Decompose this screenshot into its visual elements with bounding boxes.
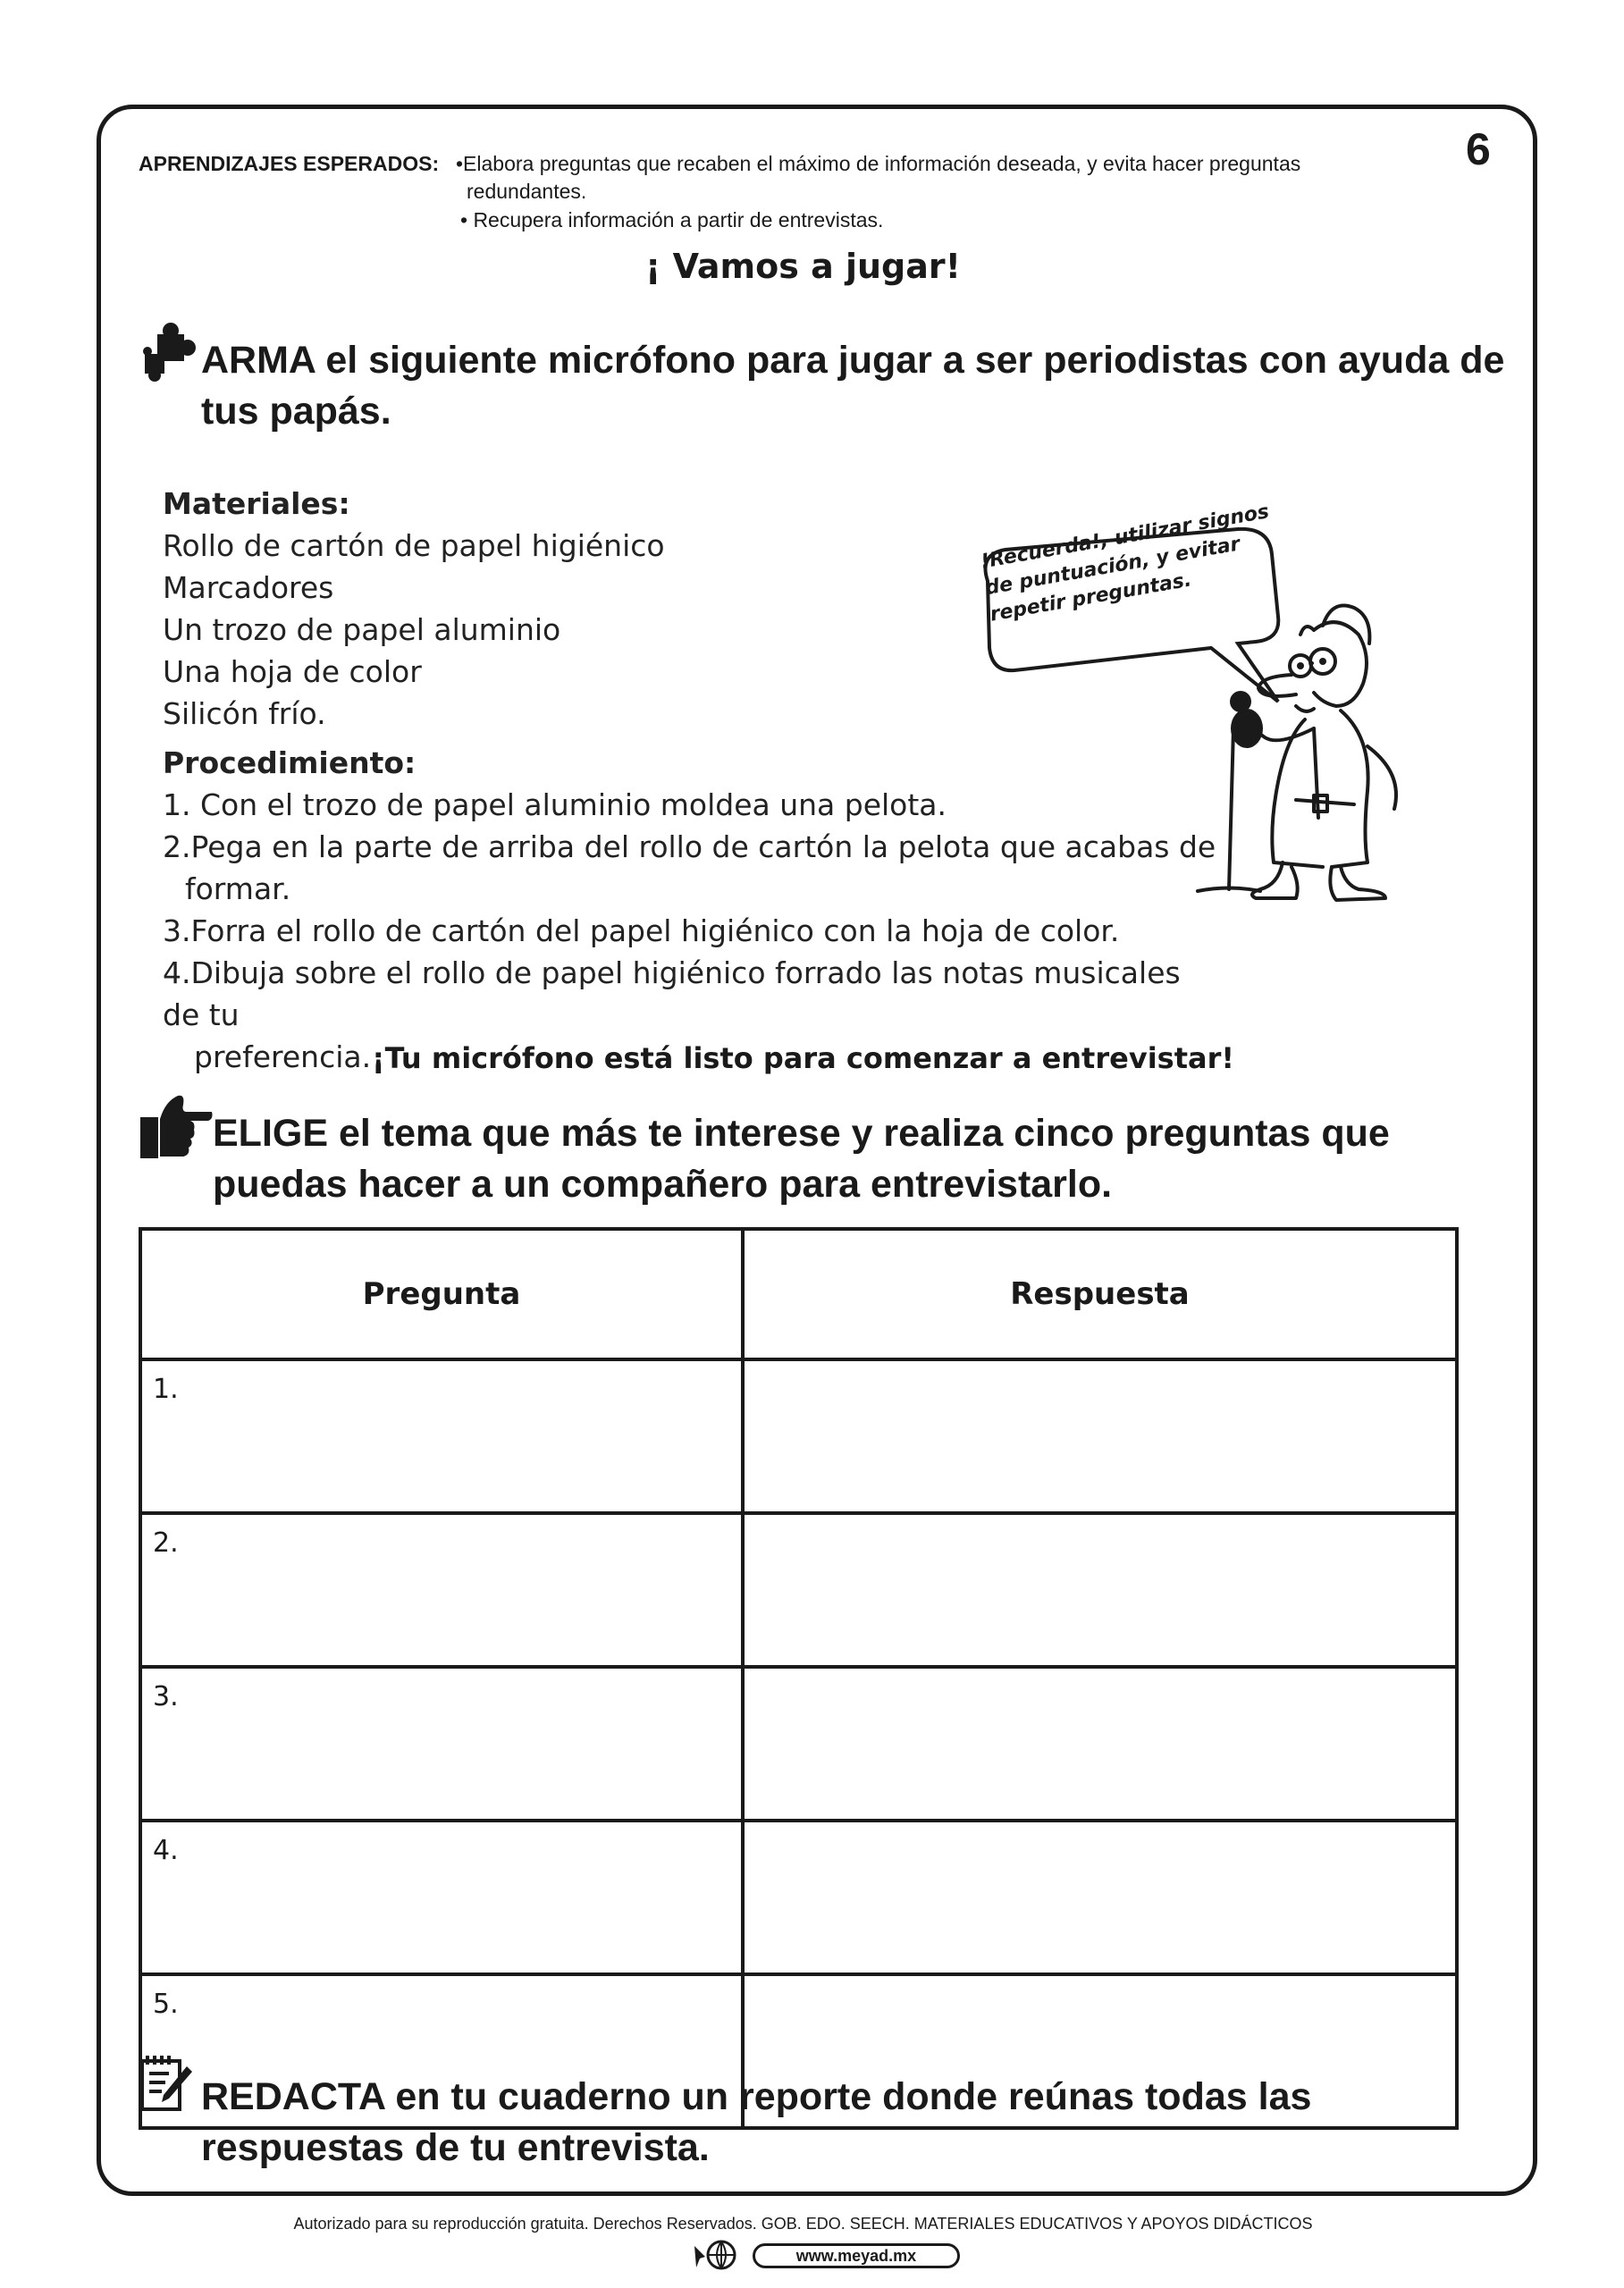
section-subtitle	[0, 247, 1624, 286]
header-respuesta: Respuesta	[743, 1229, 1457, 1359]
elige-text: el tema que más te interese y realiza cinco preguntas que puedas hacer a un compañero para entrevistarlo.	[213, 1112, 1390, 1206]
elige-keyword: ELIGE	[213, 1112, 329, 1155]
step-3: 3.Forra el rollo de cartón del papel higiénico con la hoja de color.	[163, 913, 1120, 948]
website-link[interactable]: www.meyad.mx	[753, 2243, 960, 2268]
bubble-text: !Recuerda!, utilizar signos de puntuación, y evitar repetir preguntas.	[979, 500, 1271, 627]
material-item: Una hoja de color	[163, 654, 422, 689]
aprendizaje-item-1: •Elabora preguntas que recaben el máximo de información deseada, y evita hacer preguntas	[456, 152, 1301, 175]
answer-cell[interactable]	[743, 1359, 1457, 1513]
globe-icon	[693, 2237, 737, 2273]
reporter-illustration	[1180, 594, 1421, 903]
redacta-text: en tu cuaderno un reporte donde reúnas todas las respuestas de tu entrevista.	[201, 2075, 1312, 2169]
materiales-list	[163, 525, 665, 735]
question-cell[interactable]: 1.	[140, 1359, 743, 1513]
table-row	[140, 1359, 1457, 1513]
ready-text: ¡Tu micrófono está listo para comenzar a entrevistar!	[372, 1041, 1234, 1075]
step-4-cont: preferencia.	[194, 1039, 372, 1074]
footer-copyright	[0, 2215, 1624, 2233]
question-cell[interactable]: 4.	[140, 1821, 743, 1974]
arma-keyword: ARMA	[201, 339, 316, 382]
question-cell[interactable]: 5.	[140, 1974, 743, 2128]
material-item: Marcadores	[163, 570, 334, 605]
aprendizaje-item-1-cont: redundantes.	[467, 180, 587, 203]
subtitle-text: ¡ Vamos a jugar!	[645, 247, 961, 286]
procedimiento-list	[163, 784, 1217, 1078]
answer-cell[interactable]	[743, 1667, 1457, 1821]
step-2-cont: formar.	[185, 871, 291, 906]
procedimiento-heading: Procedimiento:	[163, 745, 417, 780]
materiales-heading: Materiales:	[163, 486, 350, 521]
interview-table	[139, 1227, 1459, 2130]
answer-cell[interactable]	[743, 1513, 1457, 1667]
step-2: 2.Pega en la parte de arriba del rollo de cartón la pelota que acabas de	[163, 829, 1216, 864]
material-item: Silicón frío.	[163, 696, 326, 731]
step-1: 1. Con el trozo de papel aluminio moldea una pelota.	[163, 787, 947, 822]
table-row	[140, 1667, 1457, 1821]
notepad-pencil-icon	[139, 2054, 194, 2113]
pointing-hand-icon	[139, 1092, 214, 1160]
aprendizaje-item-2: • Recupera información a partir de entrevistas.	[460, 208, 884, 231]
footer-text: Autorizado para su reproducción gratuita. Derechos Reservados. GOB. EDO. SEECH. MATERIALES EDUCATIVOS Y APOYOS DIDÁCTICOS	[293, 2215, 1313, 2233]
table-row	[140, 1821, 1457, 1974]
arma-text: el siguiente micrófono para jugar a ser periodistas con ayuda de tus papás.	[201, 339, 1505, 433]
header-pregunta: Pregunta	[140, 1229, 743, 1359]
ready-message	[0, 1041, 1624, 1075]
table-row	[140, 1513, 1457, 1667]
page-number: 6	[1466, 124, 1491, 174]
question-cell[interactable]: 2.	[140, 1513, 743, 1667]
redacta-keyword: REDACTA	[201, 2075, 385, 2118]
answer-cell[interactable]	[743, 1821, 1457, 1974]
question-cell[interactable]: 3.	[140, 1667, 743, 1821]
table-header-row	[140, 1229, 1457, 1359]
elige-instruction	[213, 1108, 1500, 1210]
material-item: Rollo de cartón de papel higiénico	[163, 528, 665, 563]
redacta-instruction	[201, 2072, 1524, 2174]
step-4: 4.Dibuja sobre el rollo de papel higiénico forrado las notas musicales de tu	[163, 955, 1181, 1032]
puzzle-icon	[143, 320, 198, 383]
arma-instruction	[201, 335, 1524, 437]
aprendizajes-label: APRENDIZAJES ESPERADOS:	[139, 152, 440, 175]
material-item: Un trozo de papel aluminio	[163, 612, 561, 647]
